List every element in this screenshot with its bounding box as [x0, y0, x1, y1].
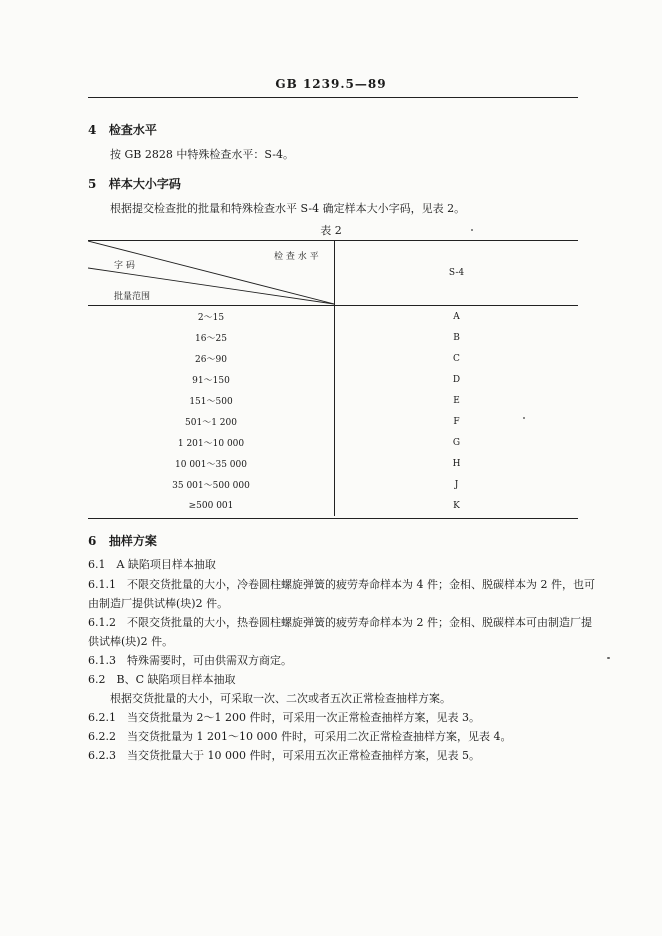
lot-range-label: 批量范围 — [114, 292, 151, 302]
section-title: 检查水平 — [108, 123, 157, 137]
para-6-2-1: 6.2.1 当交货批量为 2～1 200 件时，可采用一次正常检查抽样方案，见表 3。 — [88, 711, 480, 724]
code-cell: K — [453, 500, 460, 511]
section-5-text: 根据提交检查批的批量和特殊检查水平 S-4 确定样本大小字码，见表 2。 — [110, 202, 466, 215]
range-cell: 16～25 — [88, 327, 335, 348]
section-5-heading — [88, 175, 181, 192]
table-row — [88, 390, 578, 411]
range-cell: 2～15 — [88, 306, 335, 328]
scan-speck — [523, 417, 525, 419]
code-cell: F — [453, 416, 460, 427]
para-6-1-3: 6.1.3 特殊需要时，可由供需双方商定。 — [88, 654, 292, 667]
code-cell: D — [452, 374, 461, 385]
code-label: 字 码 — [114, 261, 135, 271]
level-header-cell — [335, 241, 579, 306]
table-row — [88, 474, 578, 495]
code-cell: G — [452, 437, 461, 448]
table-bottom-rule — [88, 518, 578, 519]
table-row — [88, 453, 578, 474]
para-6-1-2-line2: 供试棒(块)2 件。 — [88, 635, 174, 648]
code-cell: J — [454, 479, 459, 490]
code-cell: B — [453, 332, 460, 343]
range-cell: ≥500 001 — [88, 495, 335, 516]
section-title: 样本大小字码 — [108, 177, 181, 191]
range-cell: 151～500 — [88, 390, 335, 411]
table-row — [88, 495, 578, 516]
para-6-1-1-line1: 6.1.1 不限交货批量的大小，冷卷圆柱螺旋弹簧的疲劳寿命样本为 4 件；金相、脱碳样本为 2 件，也可 — [88, 578, 595, 591]
code-cell: H — [452, 458, 461, 469]
table-row — [88, 306, 578, 328]
table-row — [88, 411, 578, 432]
range-cell: 26～90 — [88, 348, 335, 369]
section-4-heading — [88, 121, 157, 138]
document-code-header: GB 1239.5—89 — [275, 77, 387, 91]
section-number: 5 — [88, 177, 97, 191]
table-row — [88, 348, 578, 369]
section-title: 抽样方案 — [108, 534, 157, 548]
para-6-1-1-line2: 由制造厂提供试棒(块)2 件。 — [88, 597, 229, 610]
section-number: 4 — [88, 123, 97, 137]
range-cell: 91～150 — [88, 369, 335, 390]
scan-speck — [607, 657, 610, 659]
table-diagonal-header — [88, 241, 335, 306]
range-cell: 1 201～10 000 — [88, 432, 335, 453]
inspection-level-label: 检 查 水 平 — [274, 252, 319, 262]
para-6-1: 6.1 A 缺陷项目样本抽取 — [88, 558, 216, 571]
code-cell: C — [453, 353, 460, 364]
range-cell: 501～1 200 — [88, 411, 335, 432]
table-2-caption: 表 2 — [320, 224, 342, 237]
para-6-2: 6.2 B、C 缺陷项目样本抽取 — [88, 673, 236, 686]
range-cell: 10 001～35 000 — [88, 453, 335, 474]
code-cell: A — [453, 311, 460, 322]
table-row — [88, 327, 578, 348]
table-2 — [88, 241, 578, 516]
range-cell: 35 001～500 000 — [88, 474, 335, 495]
table-row — [88, 369, 578, 390]
para-6-1-2-line1: 6.1.2 不限交货批量的大小，热卷圆柱螺旋弹簧的疲劳寿命样本为 2 件；金相、脱碳样本可由制造厂提 — [88, 616, 592, 629]
table-row — [88, 432, 578, 453]
section-4-text: 按 GB 2828 中特殊检查水平：S-4。 — [110, 148, 295, 161]
para-6-2-intro: 根据交货批量的大小，可采取一次、二次或者五次正常检查抽样方案。 — [110, 692, 451, 705]
level-value: S-4 — [448, 268, 465, 278]
code-cell: E — [453, 395, 460, 406]
para-6-2-3: 6.2.3 当交货批量大于 10 000 件时，可采用五次正常检查抽样方案，见表 5。 — [88, 749, 480, 762]
section-number: 6 — [88, 534, 97, 548]
scan-speck — [471, 229, 473, 231]
header-rule — [88, 97, 578, 98]
para-6-2-2: 6.2.2 当交货批量为 1 201～10 000 件时，可采用二次正常检查抽样方案，见表 4。 — [88, 730, 512, 743]
section-6-heading — [88, 532, 157, 549]
